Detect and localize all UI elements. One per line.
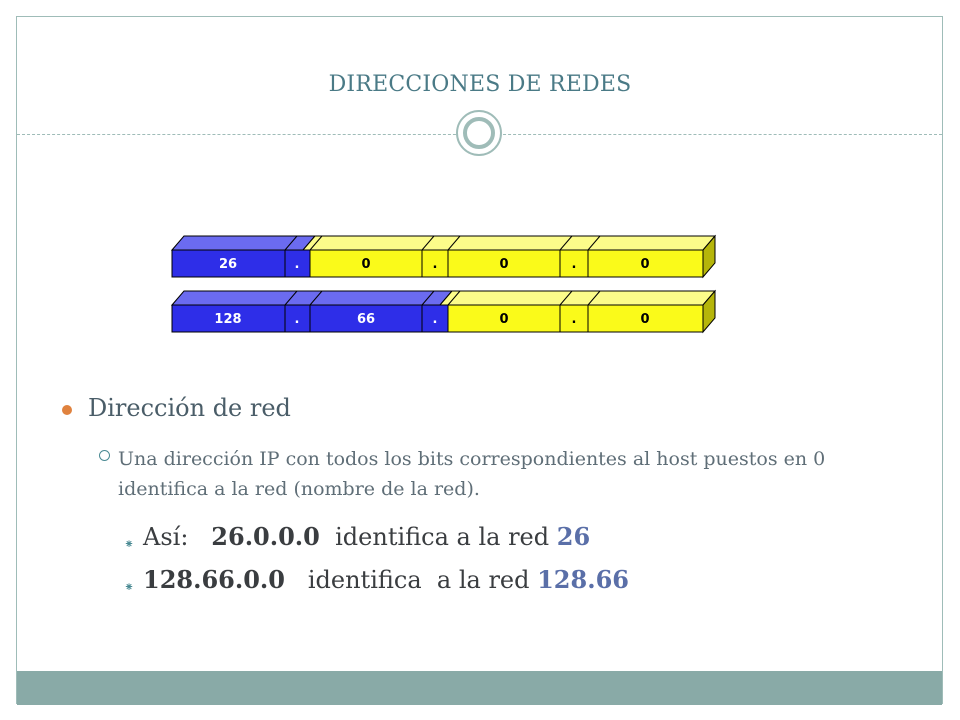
row0-label6: 0	[640, 257, 650, 272]
row1-label1: .	[294, 312, 300, 327]
example1-network: 26	[556, 522, 591, 551]
ip-address-diagram	[160, 225, 720, 340]
footer-bar	[17, 671, 942, 705]
example1-address: 26.0.0.0	[211, 522, 320, 551]
heading-network-address: Dirección de red	[88, 394, 291, 422]
slide-title: DIRECCIONES DE REDES	[328, 72, 632, 97]
example2-network: 128.66	[537, 565, 629, 594]
row0-label1: .	[294, 257, 300, 272]
description-text: Una dirección IP con todos los bits correspondientes al host puestos en 0 identifica a la red (nombre de la red).	[118, 448, 826, 500]
row0-label5: .	[571, 257, 577, 272]
row0-label3: .	[432, 257, 438, 272]
bullet-cross-icon: ⁕	[124, 580, 135, 594]
row1-label6: 0	[640, 312, 650, 327]
divider-ornament	[456, 110, 502, 156]
row1-label3: .	[432, 312, 438, 327]
bullet-dot-icon	[62, 405, 72, 415]
example1-prefix: Así:	[143, 523, 212, 551]
row0-label0: 26	[218, 257, 238, 272]
row1-bar-top-host	[440, 291, 715, 305]
row1-label4: 0	[499, 312, 509, 327]
bullet-cross-icon: ⁕	[124, 537, 135, 551]
row0-bar-top-network	[172, 236, 315, 250]
example-line-1	[143, 522, 590, 551]
row0-label4: 0	[499, 257, 509, 272]
row1-label2: 66	[356, 312, 376, 327]
row1-label0: 128	[214, 312, 242, 327]
example-line-2	[143, 565, 629, 594]
row0-bar-top-host	[303, 236, 715, 250]
example1-middle: identifica a la red	[319, 523, 557, 551]
bullet-circle-icon	[99, 450, 110, 461]
example2-middle: identifica a la red	[284, 566, 538, 594]
example2-address: 128.66.0.0	[143, 565, 285, 594]
row1-label5: .	[571, 312, 577, 327]
row0-label2: 0	[361, 257, 371, 272]
